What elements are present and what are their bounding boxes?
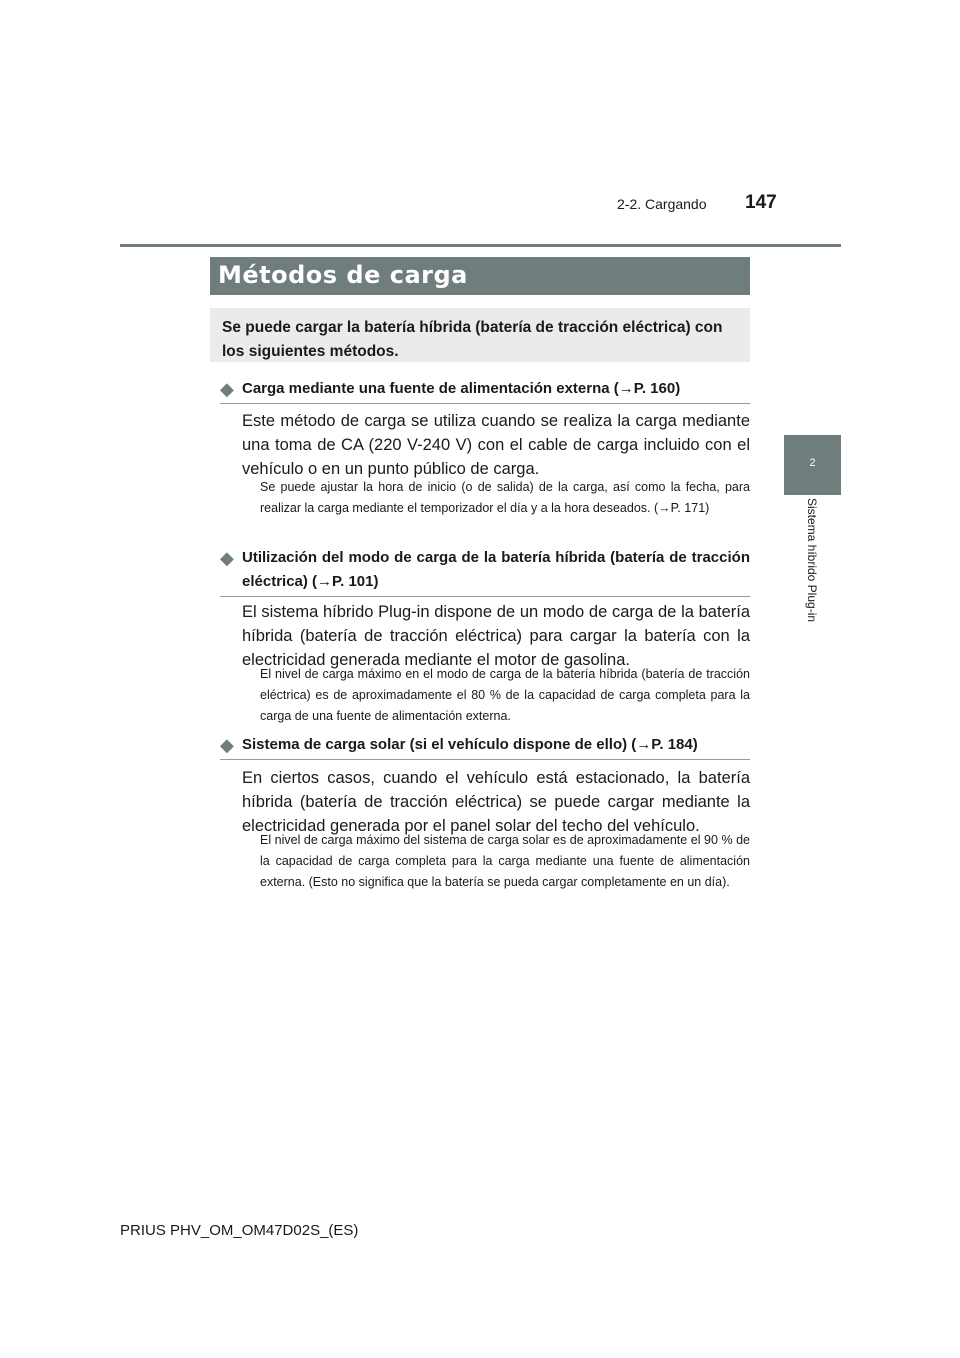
diamond-icon: ◆ [220,548,234,568]
section-heading-text: Sistema de carga solar (si el vehículo dispone de ello) (→P. 184) [242,736,698,753]
intro-box: Se puede cargar la batería híbrida (batería de tracción eléctrica) con los siguientes métodos. [210,308,750,362]
section-body: En ciertos casos, cuando el vehículo está estacionado, la batería híbrida (batería de tracción eléctrica) se puede cargar mediante la electricidad generada por el panel solar del techo del vehículo. [242,769,750,835]
section-heading-text: Utilización del modo de carga de la batería híbrida (batería de tracción eléctrica) (→P. 101) [242,549,750,590]
section-heading-solar-charging [220,733,750,760]
section-note: El nivel de carga máximo en el modo de carga de la batería híbrida (batería de tracción eléctrica) es de aproximadamente el 80 % de la capacidad de carga completa para la carga de una fuente de alimentación externa. [260,667,750,723]
page-number: 147 [745,192,777,213]
side-tab-number: 2 [809,457,816,469]
side-tab [784,435,841,495]
section-heading-external-charging [220,377,750,404]
footer-document-code: PRIUS PHV_OM_OM47D02S_(ES) [120,1222,359,1239]
header-rule [120,244,841,247]
section-body: Este método de carga se utiliza cuando se realiza la carga mediante una toma de CA (220 V-240 V) con el cable de carga incluido con el vehículo o en un punto público de carga. [242,412,750,478]
diamond-icon: ◆ [220,379,234,399]
section-heading-hybrid-charge-mode [220,546,750,597]
section-body: El sistema híbrido Plug-in dispone de un modo de carga de la batería híbrida (batería de tracción eléctrica) para cargar la batería con la electricidad generada mediante el motor de gasolina. [242,603,750,669]
side-tab-label: Sistema híbrido Plug-in [805,497,819,623]
diamond-icon: ◆ [220,735,234,755]
page-title: Métodos de carga [210,257,750,295]
section-heading-text: Carga mediante una fuente de alimentación externa (→P. 160) [242,380,681,397]
section-note: Se puede ajustar la hora de inicio (o de salida) de la carga, así como la fecha, para realizar la carga mediante el temporizador el día y a la hora deseados. (→P. 171) [260,480,750,515]
section-reference: 2-2. Cargando [617,196,707,212]
section-note: El nivel de carga máximo del sistema de carga solar es de aproximadamente el 90 % de la capacidad de carga completa para la carga mediante una fuente de alimentación externa. (Esto no significa que la batería se pueda cargar completamente en un día). [260,833,750,889]
